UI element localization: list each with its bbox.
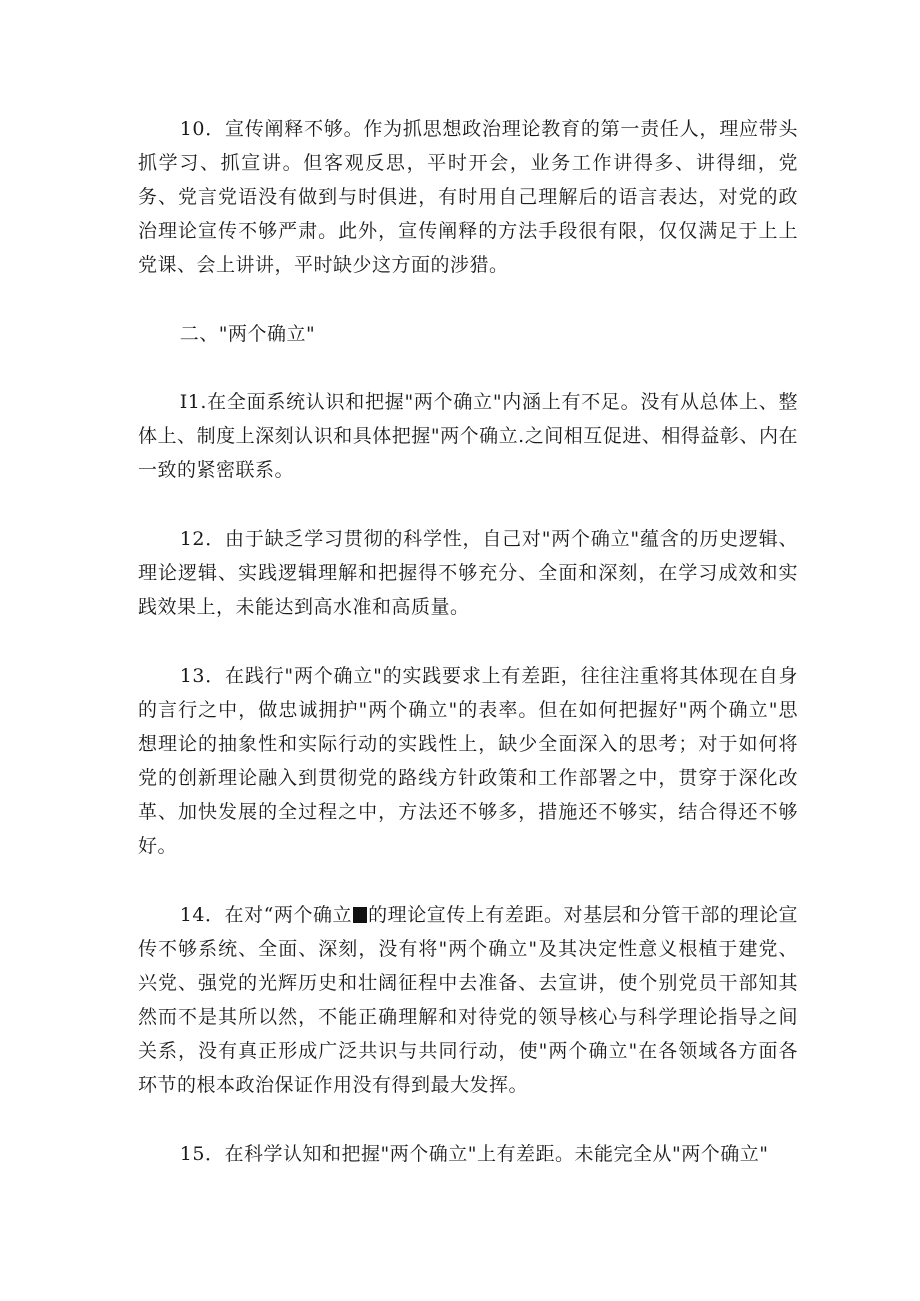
paragraph-14-part-1: 14．在对“两个确立	[179, 904, 353, 926]
redaction-block-icon	[353, 907, 367, 923]
document-page	[138, 112, 798, 1206]
paragraph-14	[138, 898, 798, 1102]
paragraph-10: 10．宣传阐释不够。作为抓思想政治理论教育的第一责任人，理应带头抓学习、抓宣讲。但客观反思，平时开会，业务工作讲得多、讲得细，党务、党言党语没有做到与时俱进，有时用自己理解后的语言表达，对党的政治理论宣传不够严肃。此外，宣传阐释的方法手段很有限，仅仅满足于上上党课、会上讲讲，平时缺少这方面的涉猎。	[138, 118, 798, 276]
section-heading-two-establishments: 二、"两个确立"	[179, 323, 316, 345]
paragraph-14-part-2: 的理论宣传上有差距。对基层和分管干部的理论宣传不够系统、全面、深刻，没有将"两个确立"及其决定性意义根植于建党、兴党、强党的光辉历史和壮阔征程中去准备、去宣讲，使个别党员干部知其然而不是其所以然，不能正确理解和对待党的领导核心与科学理论指导之间关系，没有真正形成广泛共识与共同行动，使"两个确立"在各领域各方面各环节的根本政治保证作用没有得到最大发挥。	[138, 904, 798, 1096]
paragraph-11: I1.在全面系统认识和把握"两个确立"内涵上有不足。没有从总体上、整体上、制度上深刻认识和具体把握"两个确立.之间相互促进、相得益彰、内在一致的紧密联系。	[138, 391, 798, 481]
paragraph-15: 15．在科学认知和把握"两个确立"上有差距。未能完全从"两个确立"	[179, 1143, 769, 1165]
paragraph-12: 12．由于缺乏学习贯彻的科学性，自己对"两个确立"蕴含的历史逻辑、理论逻辑、实践逻辑理解和把握得不够充分、全面和深刻，在学习成效和实践效果上，未能达到高水准和高质量。	[138, 528, 798, 618]
paragraph-13: 13．在践行"两个确立"的实践要求上有差距，往往注重将其体现在自身的言行之中，做忠诚拥护"两个确立"的表率。但在如何把握好"两个确立"思想理论的抽象性和实际行动的实践性上，缺少全面深入的思考；对于如何将党的创新理论融入到贯彻党的路线方针政策和工作部署之中，贯穿于深化改革、加快发展的全过程之中，方法还不够多，措施还不够实，结合得还不够好。	[138, 665, 798, 857]
